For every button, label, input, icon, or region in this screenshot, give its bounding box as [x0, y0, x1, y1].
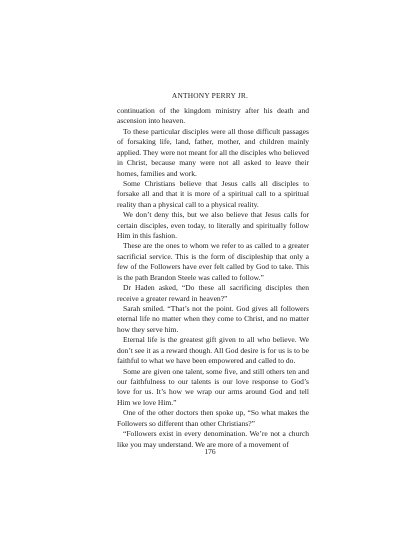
- page-number: 176: [204, 447, 216, 456]
- paragraph: Dr Haden asked, “Do these all sacrificing disciples then receive a greater reward in heaven?”: [117, 283, 309, 303]
- running-header: ANTHONY PERRY JR.: [171, 91, 249, 100]
- paragraph: continuation of the kingdom ministry after his death and ascension into heaven.: [117, 106, 309, 126]
- paragraph: Some Christians believe that Jesus calls all disciples to forsake all and that it is more of a spiritual call to a spiritual reality than a physical call to a physical reality.: [117, 178, 309, 209]
- paragraph: We don’t deny this, but we also believe that Jesus calls for certain disciples, even today, to literally and spiritually follow Him in this fashion.: [117, 210, 309, 241]
- paragraph: Eternal life is the greatest gift given to all who believe. We don’t see it as a reward though. All God desire is for us is to be faithful to what we have been empowered and called to do.: [117, 335, 309, 366]
- paragraph: These are the ones to whom we refer to as called to a greater sacrificial service. This is the form of discipleship that only a few of the Followers have ever felt called by God to take. This is the path Brandon Steele was called to follow.”: [117, 241, 309, 282]
- paragraph: Some are given one talent, some five, and still others ten and our faithfulness to our talents is our love response to God’s love for us. It’s how we wrap our arms around God and tell Him we love Him.”: [117, 366, 309, 407]
- body-text: [117, 106, 309, 450]
- paragraph: One of the other doctors then spoke up, “So what makes the Followers so different than other Christians?”: [117, 408, 309, 428]
- paragraph: Sarah smiled. “That’s not the point. God gives all followers eternal life no matter when they come to Christ, and no matter how they serve him.: [117, 304, 309, 334]
- paragraph: “Followers exist in every denomination. We’re not a church like you may understand. We are more of a movement of: [117, 429, 309, 449]
- paragraph: To these particular disciples were all those difficult passages of forsaking life, land, father, mother, and children mainly applied. They were not meant for all the disciples who believed in Christ, because many were not all asked to leave their homes, families and work.: [117, 126, 309, 178]
